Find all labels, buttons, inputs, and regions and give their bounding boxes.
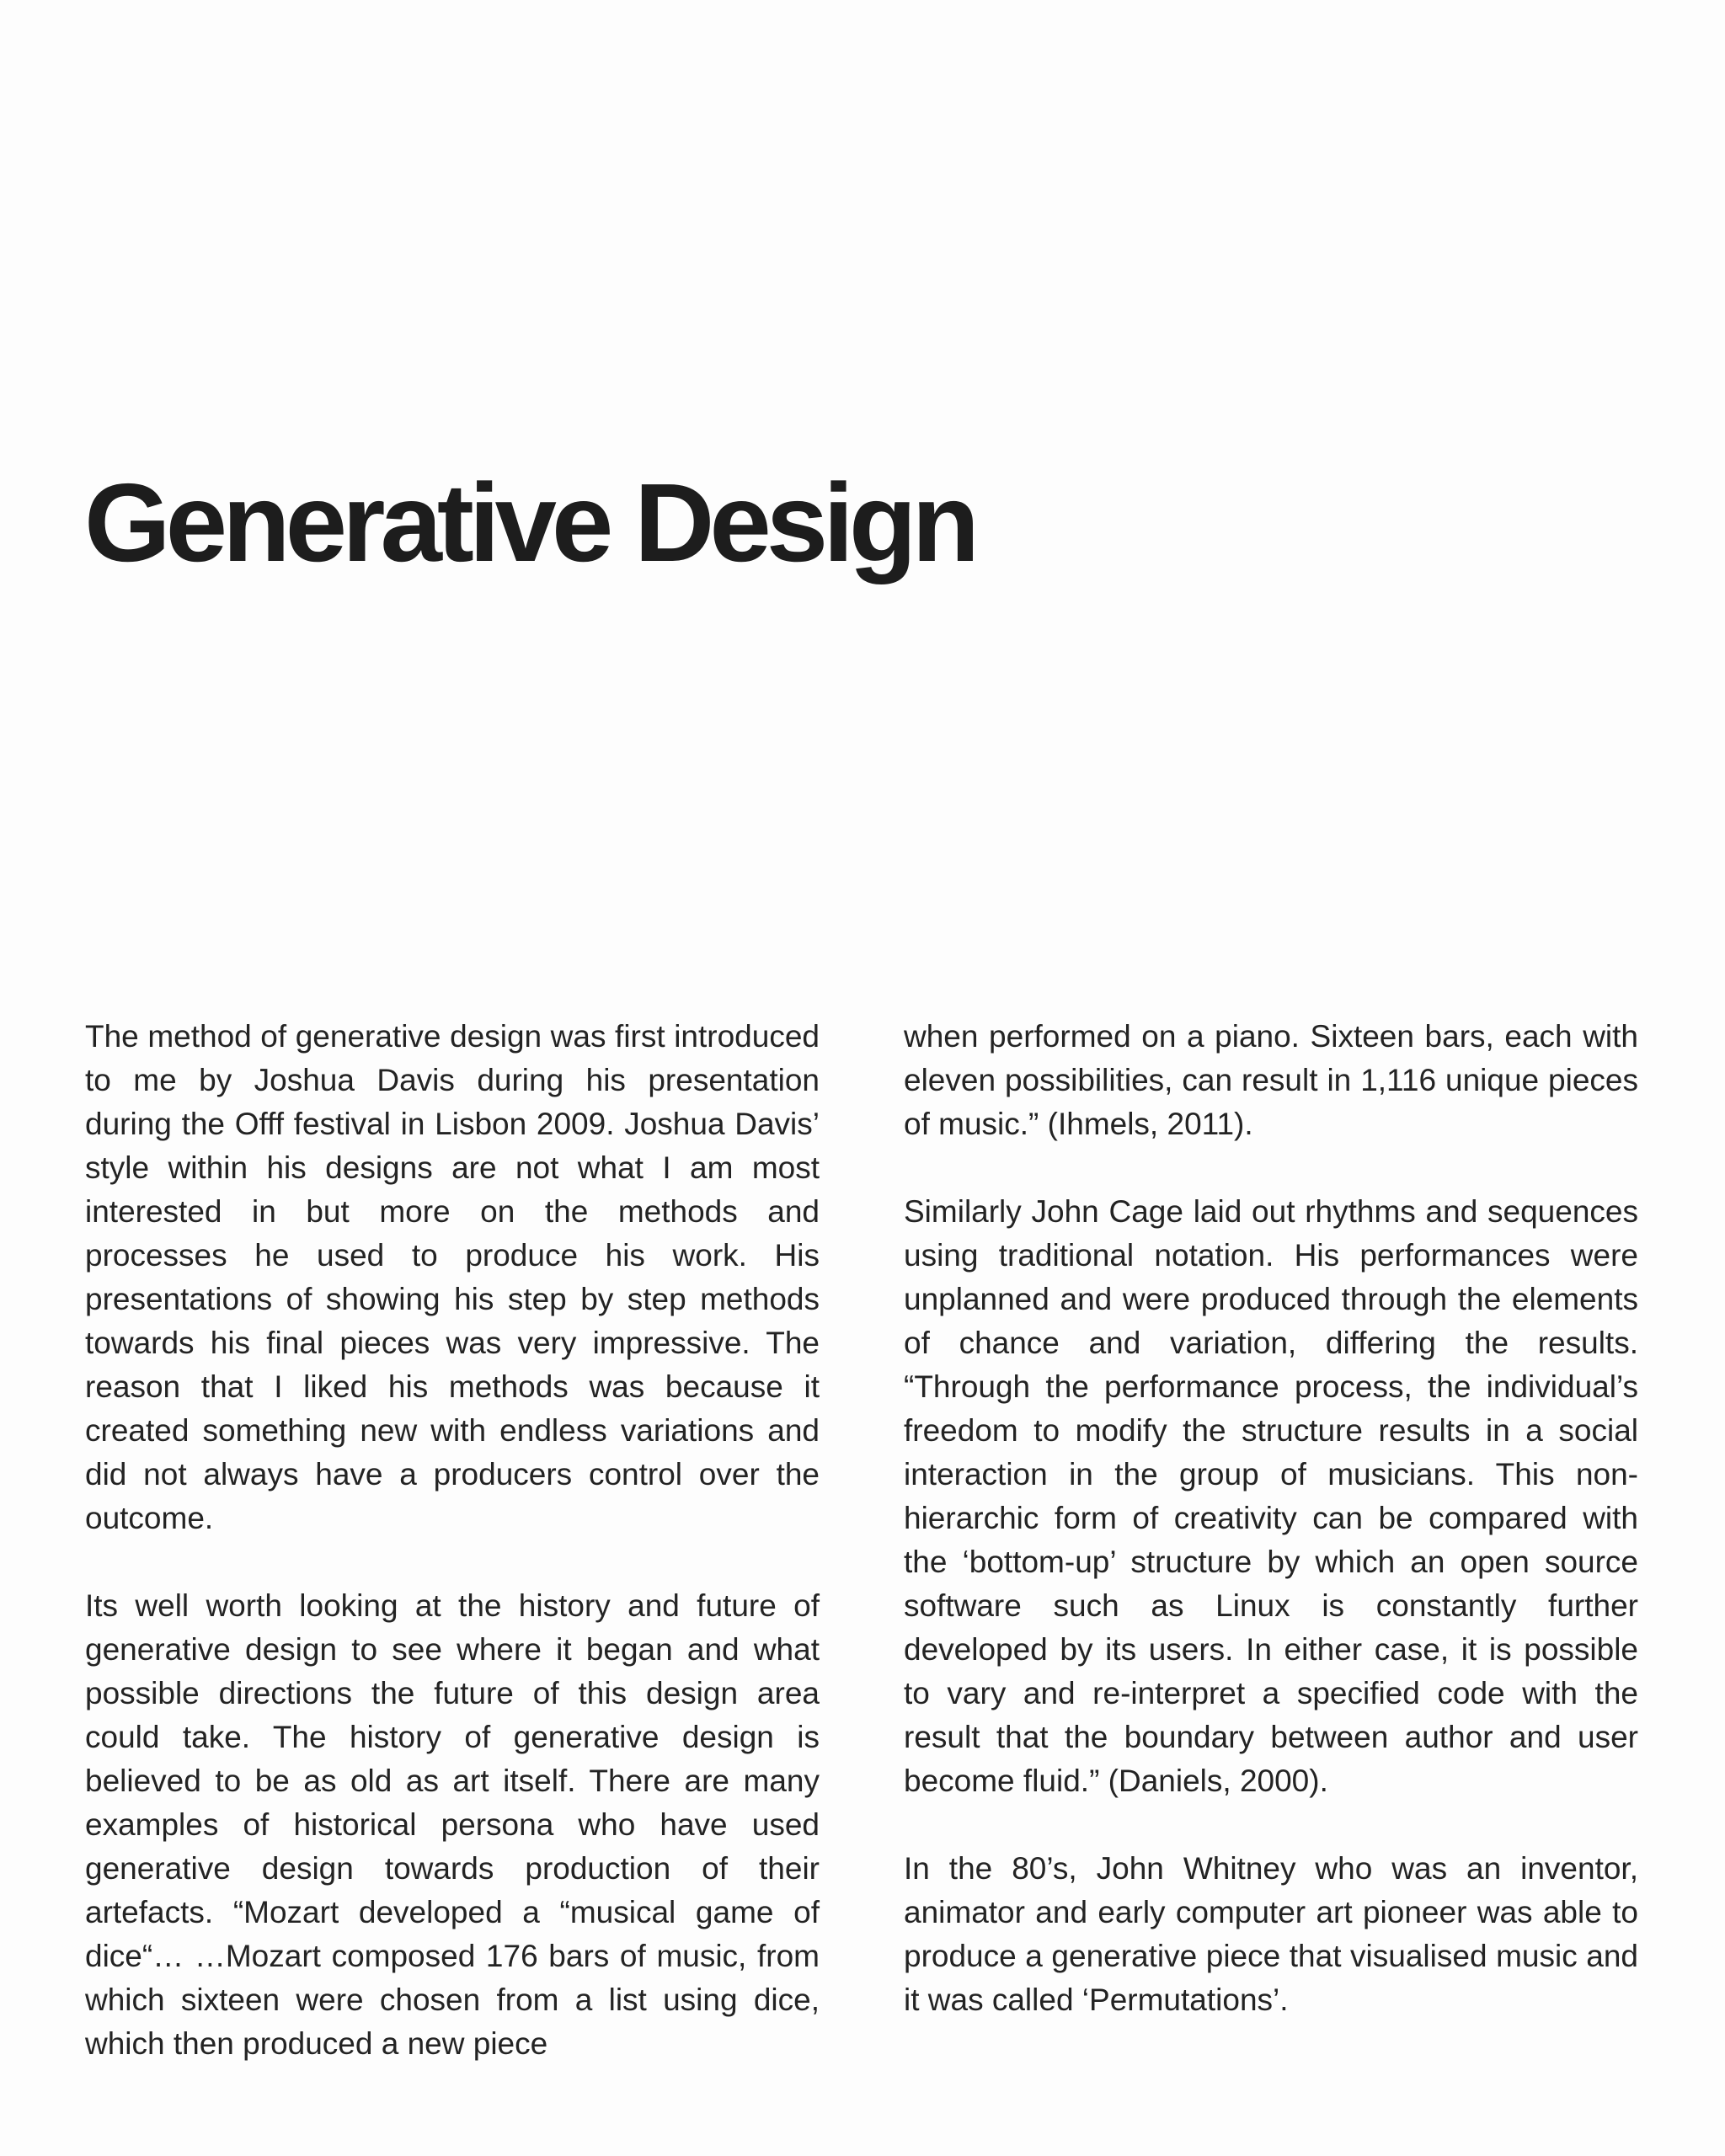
paragraph: The method of generative design was first introduced to me by Joshua Davis during his presentation during the Offf festival in Lisbon 2009. Joshua Davis’ style within his designs are not what I am most interested in but more on the methods and processes he used to produce his work. His presentations of showing his step by step methods towards his final pieces was very impressive. The reason that I liked his methods was because it created something new with endless variations and did not always have a producers control over the outcome. (85, 1019, 820, 1535)
text-column-right (904, 1015, 1638, 2022)
text-column-left (85, 1015, 820, 2066)
page-title: Generative Design (84, 461, 975, 584)
paragraph: In the 80’s, John Whitney who was an inventor, animator and early computer art pioneer was able to produce a generative piece that visualised music and it was called ‘Permutations’. (904, 1851, 1638, 2017)
paragraph: Its well worth looking at the history and future of generative design to see where it began and what possible directions the future of this design area could take. The history of generative design is believed to be as old as art itself. There are many examples of historical persona who have used generative design towards production of their artefacts. “Mozart developed a “musical game of dice“… …Mozart composed 176 bars of music, from which sixteen were chosen from a list using dice, which then produced a new piece (85, 1588, 820, 2061)
paragraph: when performed on a piano. Sixteen bars, each with eleven possibilities, can result in 1,116 unique pieces of music.” (Ihmels, 2011). (904, 1019, 1638, 1141)
paragraph: Similarly John Cage laid out rhythms and sequences using traditional notation. His performances were unplanned and were produced through the elements of chance and variation, differing the results. “Through the performance process, the individual’s freedom to modify the structure results in a social interaction in the group of musicians. This non-hierarchic form of creativity can be compared with the ‘bottom-up’ structure by which an open source software such as Linux is constantly further developed by its users. In either case, it is possible to vary and re-interpret a specified code with the result that the boundary between author and user become fluid.” (Daniels, 2000). (904, 1194, 1638, 1798)
